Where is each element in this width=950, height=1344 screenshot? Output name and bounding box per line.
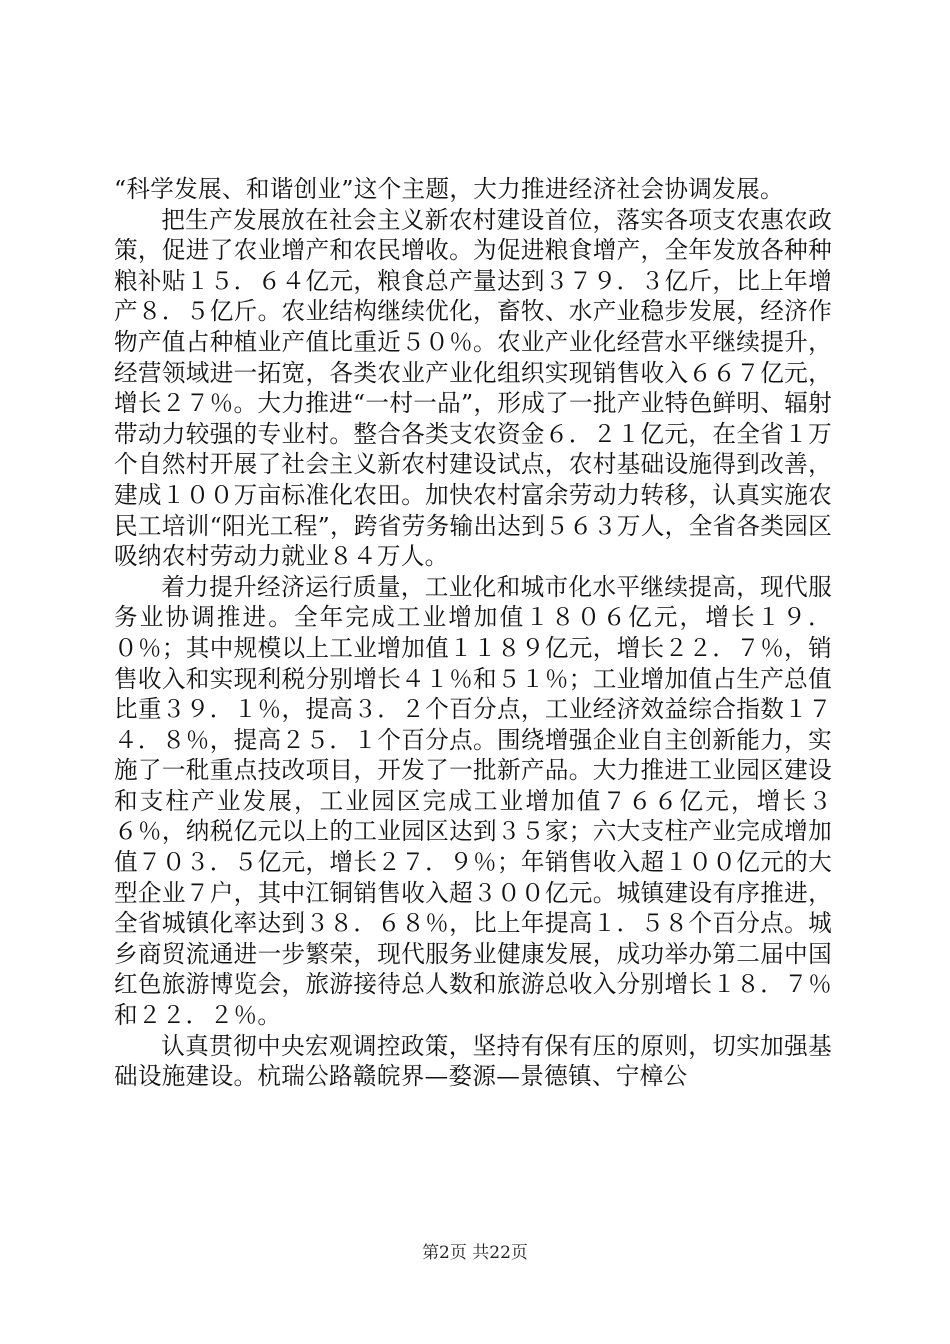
paragraph-agriculture: 把生产发展放在社会主义新农村建设首位，落实各项支农惠农政策，促进了农业增产和农民增收。为促进粮食增产，全年发放各种种粮补贴１５．６４亿元，粮食总产量达到３７９．３亿斤，比上年增产８．５亿斤。农业结构继续优化，畜牧、水产业稳步发展，经济作物产值占种植业产值比重近５０％。农业产业化经营水平继续提升，经营领域进一拓宽，各类农业产业化组织实现销售收入６６７亿元，增长２７％。大力推进“一村一品”，形成了一批产业特色鲜明、辐射带动力较强的专业村。整合各类支农资金６．２１亿元，在全省１万个自然村开展了社会主义新农村建设试点，农村基础设施得到改善，建成１００万亩标准化农田。加快农村富余劳动力转移，认真实施农民工培训“阳光工程”，跨省劳务输出达到５６３万人，全省各类园区吸纳农村劳动力就业８４万人。 [114,205,832,571]
paragraph-infrastructure: 认真贯彻中央宏观调控政策，坚持有保有压的原则，切实加强基础设施建设。杭瑞公路赣皖界—婺源—景德镇、宁樟公 [114,1031,832,1091]
paragraph-industry: 着力提升经济运行质量，工业化和城市化水平继续提高，现代服务业协调推进。全年完成工业增加值１８０６亿元，增长１９．０％；其中规模以上工业增加值１１８９亿元，增长２２．７％，销售收入和实现利税分别增长４１％和５１％；工业增加值占生产总值比重３９．１％，提高３．２个百分点，工业经济效益综合指数１７４．８％，提高２５．１个百分点。围绕增强企业自主创新能力，实施了一秕重点技改项目，开发了一批新产品。大力推进工业园区建设和支柱产业发展，工业园区完成工业增加值７６６亿元，增长３６％，纳税亿元以上的工业园区达到３５家；六大支柱产业完成增加值７０３．５亿元，增长２７．９％；年销售收入超１００亿元的大型企业７户，其中江铜销售收入超３００亿元。城镇建设有序推进，全省城镇化率达到３８．６８％，比上年提高１．５８个百分点。城乡商贸流通进一步繁荣，现代服务业健康发展，成功举办第二届中国红色旅游博览会，旅游接待总人数和旅游总收入分别增长１８．７％和２２．２％。 [114,572,832,1030]
paragraph-intro-continuation: “科学发展、和谐创业”这个主题，大力推进经济社会协调发展。 [114,175,784,203]
document-body [114,174,832,1092]
page-number-footer: 第2页 共22页 [422,1243,528,1263]
